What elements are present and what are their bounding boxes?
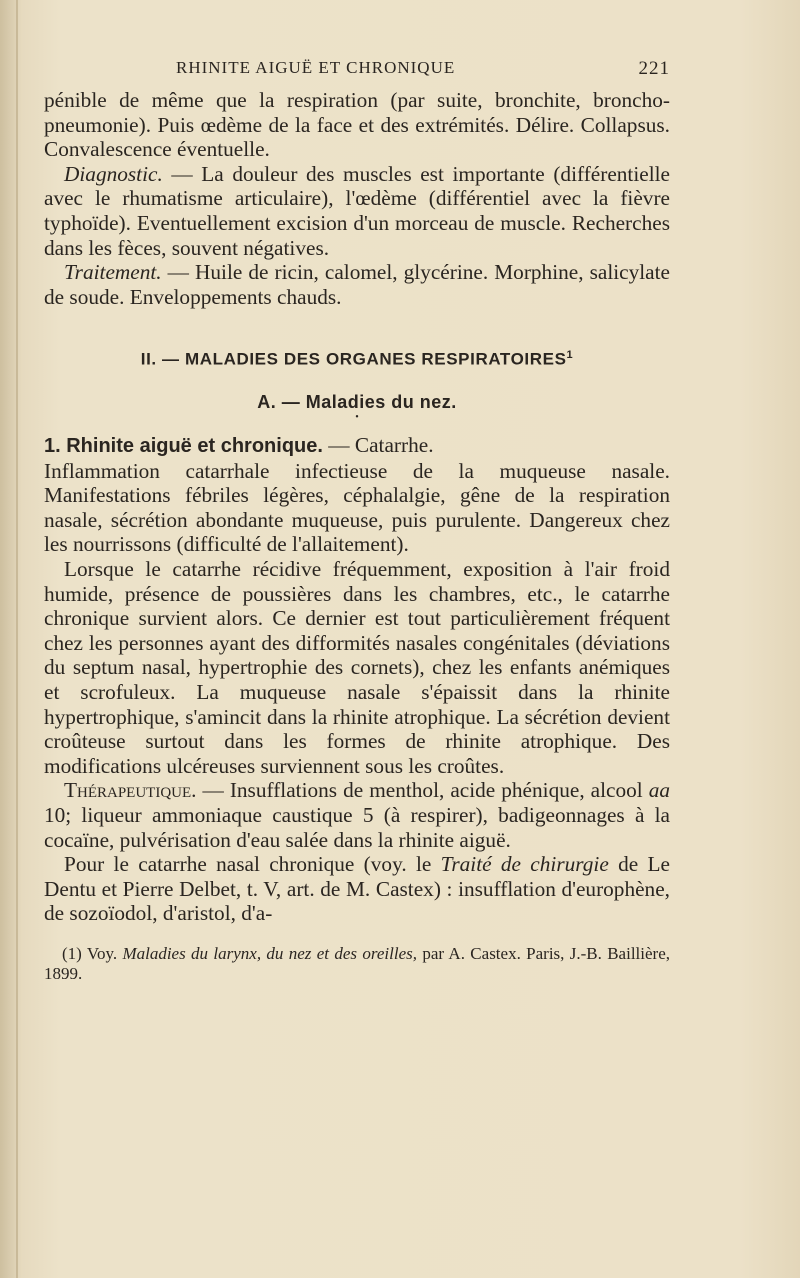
catarrhe-text-2: de Le Dentu et Pierre Delbet, t. V, art. de M. Castex) : insufflation d'europhène, de sozoïodol, d'aristol, d'a- bbox=[44, 852, 670, 926]
page-content bbox=[44, 58, 670, 984]
footnote-title: Maladies du larynx, du nez et des oreilles, bbox=[122, 943, 417, 963]
catarrhe-reference: Traité de chirurgie bbox=[440, 852, 609, 877]
page-number: 221 bbox=[638, 58, 670, 79]
article-subtitle: — Catarrhe. bbox=[322, 433, 434, 457]
therapeutique-aa: aa bbox=[648, 778, 670, 803]
footnote bbox=[44, 944, 670, 984]
gutter-shadow bbox=[16, 0, 18, 1278]
article-title: 1. Rhinite aiguë et chronique. bbox=[44, 435, 323, 457]
footnote-ref: 1 bbox=[566, 349, 574, 362]
paragraph-continuation: pénible de même que la respiration (par suite, bronchite, broncho-pneumonie). Puis œdème de la face et des extrémités. Délire. Collapsus. Convalescence éventuelle. bbox=[44, 88, 670, 162]
traitement-label: Traitement. bbox=[64, 260, 162, 285]
paragraph-therapeutique bbox=[44, 778, 670, 852]
article-heading bbox=[44, 433, 670, 459]
traitement-text: — Huile de ricin, calomel, glycérine. Morphine, salicylate de soude. Enveloppements chauds. bbox=[44, 260, 670, 309]
paragraph-diagnostic bbox=[44, 162, 670, 260]
therapeutique-text-2: 10; liqueur ammoniaque caustique 5 (à respirer), badigeonnages à la cocaïne, pulvérisation d'eau salée dans la rhinite aiguë. bbox=[44, 802, 670, 852]
running-head-title: RHINITE AIGUË ET CHRONIQUE bbox=[176, 58, 456, 77]
ornament-dot: • bbox=[355, 412, 359, 423]
therapeutique-label: Thérapeutique. bbox=[64, 778, 197, 803]
paragraph-chronique: Lorsque le catarrhe récidive fréquemment, exposition à l'air froid humide, présence de poussières dans les chambres, etc., le catarrhe chronique survient alors. Ce dernier est tout particulièrement fréquent chez les personnes ayant des difformités nasales congénitales (déviations du septum nasal, hypertrophie des cornets), chez les enfants anémiques et scrofuleux. La muqueuse nasale s'épaissit dans la rhinite hypertrophique, s'amincit dans la rhinite atrophique. La sécrétion devient croûteuse surtout dans les formes de rhinite atrophique. Des modifications ulcéreuses surviennent sous les croûtes. bbox=[44, 556, 670, 778]
catarrhe-text-1: Pour le catarrhe nasal chronique (voy. le bbox=[64, 852, 441, 877]
diagnostic-text: — La douleur des muscles est importante (différentielle avec le rhumatisme articulaire), l'œdème (différentiel avec la fièvre typhoïde). Eventuellement excision d'un morceau de muscle. Recherches dans les fèces, souvent négatives. bbox=[44, 161, 670, 260]
subsection-heading: A. — Maladies du nez. bbox=[257, 392, 457, 412]
paragraph-traitement bbox=[44, 260, 670, 309]
footnote-number: (1) Voy. bbox=[62, 943, 123, 963]
paragraph-definition: Inflammation catarrhale infectieuse de la muqueuse nasale. Manifestations fébriles légères, céphalalgie, gêne de la respiration nasale, sécrétion abondante muqueuse, puis purulente. Dangereux chez les nourrissons (difficulté de l'allaitement). bbox=[44, 458, 670, 557]
section-title: II. — MALADIES DES ORGANES RESPIRATOIRES bbox=[140, 350, 567, 369]
diagnostic-label: Diagnostic. bbox=[64, 161, 163, 186]
therapeutique-text-1: — Insufflations de menthol, acide phénique, alcool bbox=[196, 778, 649, 803]
section-heading bbox=[44, 349, 670, 370]
running-head bbox=[44, 58, 670, 88]
paragraph-catarrhe-chronique bbox=[44, 852, 670, 926]
footnote-rest: par A. Castex. Paris, J.-B. Baillière, 1899. bbox=[44, 943, 670, 983]
